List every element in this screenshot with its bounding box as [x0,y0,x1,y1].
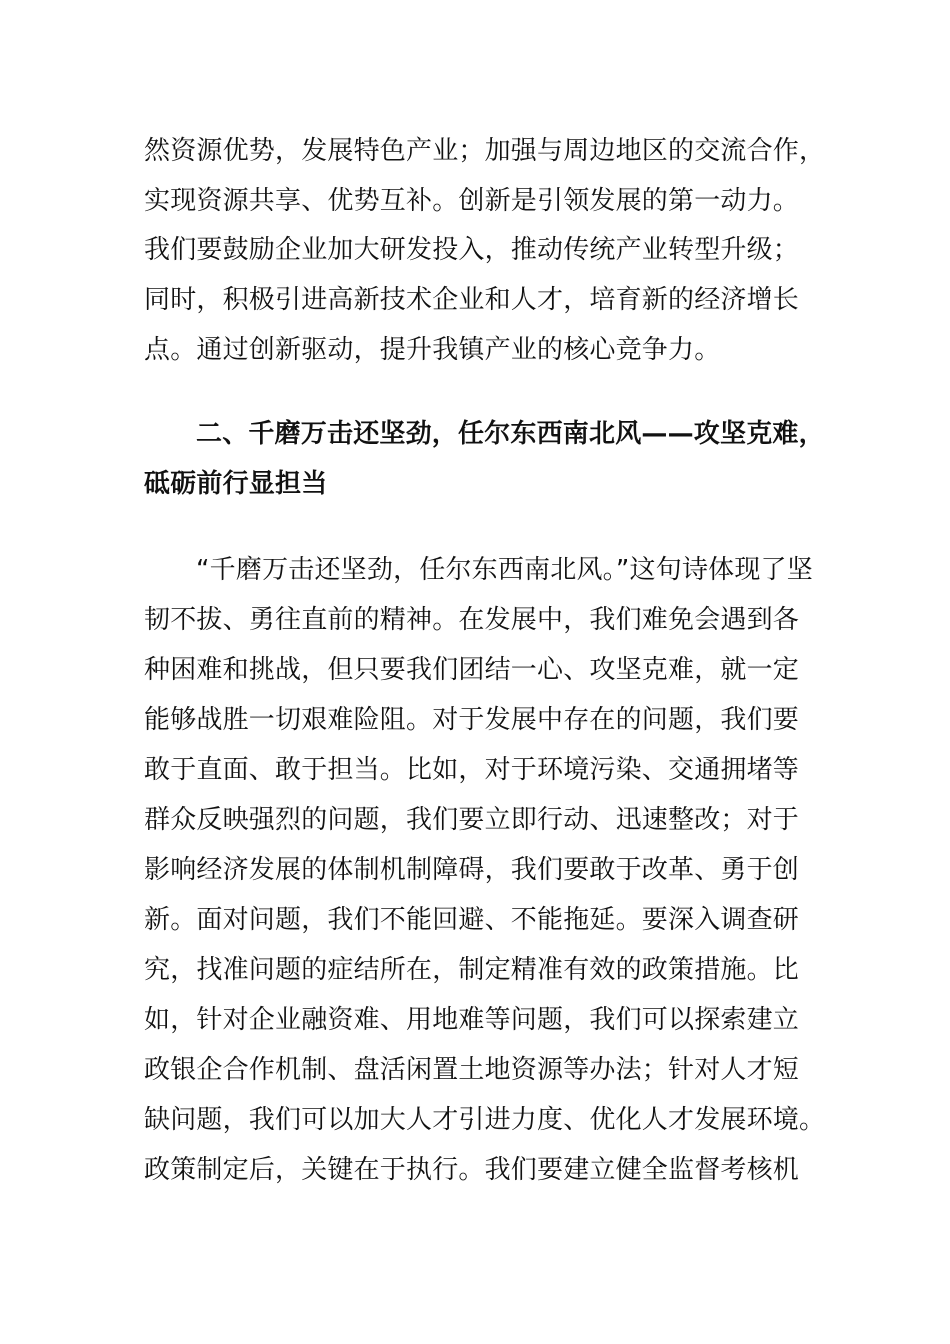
paragraph-1-line-5: 点。通过创新驱动，提升我镇产业的核心竞争力。 [144,335,721,365]
paragraph-1-line-2: 实现资源共享、优势互补。创新是引领发展的第一动力。 [144,186,800,216]
section-heading-line-2: 砥砺前行显担当 [144,469,328,499]
paragraph-2-line-11: 政银企合作机制、盘活闲置土地资源等办法；针对人才短 [144,1055,800,1085]
paragraph-2-line-2: 韧不拔、勇往直前的精神。在发展中，我们难免会遇到各 [144,605,800,635]
paragraph-2-line-8: 新。面对问题，我们不能回避、不能拖延。要深入调查研 [144,905,800,935]
paragraph-2-line-5: 敢于直面、敢于担当。比如，对于环境污染、交通拥堵等 [144,755,800,785]
paragraph-2-line-4: 能够战胜一切艰难险阻。对于发展中存在的问题，我们要 [144,705,800,735]
paragraph-2-line-9: 究，找准问题的症结所在，制定精准有效的政策措施。比 [144,955,800,985]
paragraph-2-line-6: 群众反映强烈的问题，我们要立即行动、迅速整改；对于 [144,805,800,835]
paragraph-2-line-13: 政策制定后，关键在于执行。我们要建立健全监督考核机 [144,1155,800,1185]
paragraph-1-line-3: 我们要鼓励企业加大研发投入，推动传统产业转型升级； [144,235,800,265]
section-heading-line-1: 二、千磨万击还坚劲，任尔东西南北风——攻坚克难， [196,419,825,449]
paragraph-2-line-12: 缺问题，我们可以加大人才引进力度、优化人才发展环境。 [144,1105,826,1135]
paragraph-2-line-10: 如，针对企业融资难、用地难等问题，我们可以探索建立 [144,1005,800,1035]
paragraph-2-line-7: 影响经济发展的体制机制障碍，我们要敢于改革、勇于创 [144,855,800,885]
paragraph-2-line-3: 种困难和挑战，但只要我们团结一心、攻坚克难，就一定 [144,655,800,685]
paragraph-2-line-1: “千磨万击还坚劲，任尔东西南北风。”这句诗体现了坚 [196,555,813,585]
paragraph-1-line-4: 同时，积极引进高新技术企业和人才，培育新的经济增长 [144,285,800,315]
paragraph-1-line-1: 然资源优势，发展特色产业；加强与周边地区的交流合作， [144,136,826,166]
